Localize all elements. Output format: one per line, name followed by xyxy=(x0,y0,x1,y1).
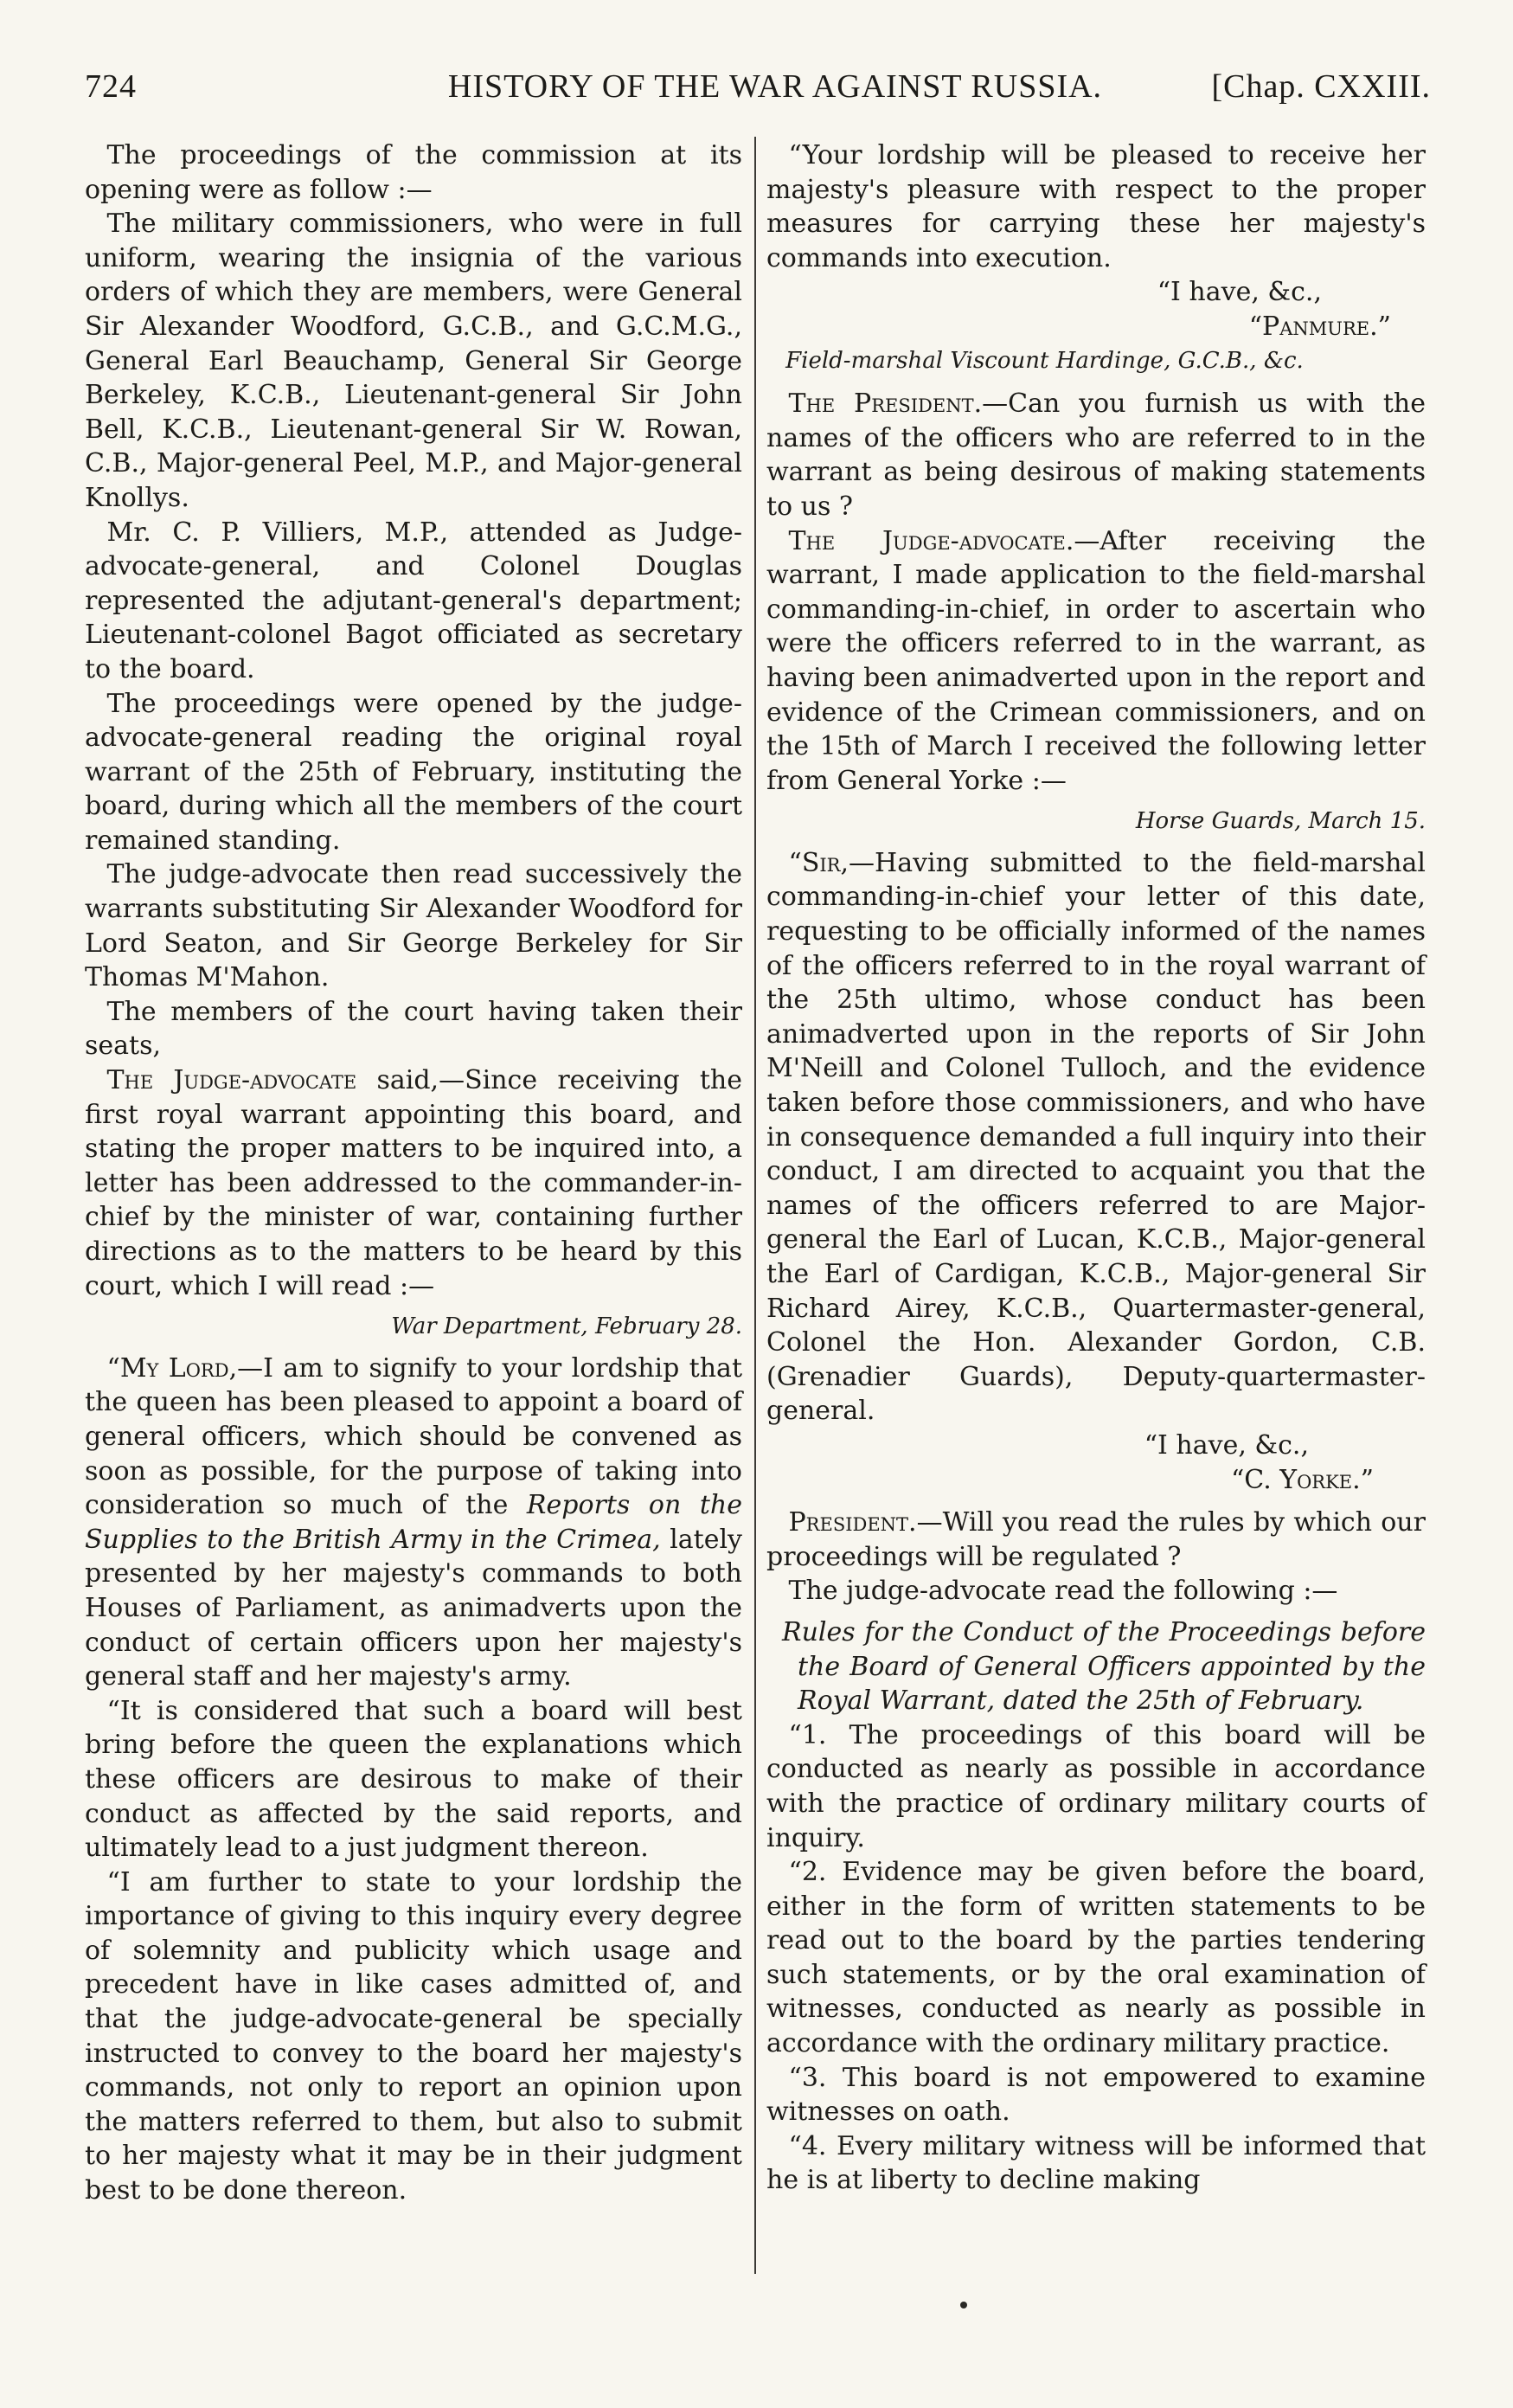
report-title: Reports on the Supplies to the British Army in the Crimea, xyxy=(85,1490,742,1555)
speech-text: —Can you furnish us with the names of the officers who are referred to in the warrant as being desirous of making statements to us ? xyxy=(766,388,1426,522)
rule-item: “4. Every military witness will be informed that he is at liberty to decline making xyxy=(766,2130,1426,2196)
letter-addressee: Field-marshal Viscount Hardinge, G.C.B., &c. xyxy=(785,347,1304,374)
paragraph: The judge-advocate read the following :— xyxy=(788,1576,1338,1607)
letter-dateline: War Department, February 28. xyxy=(391,1313,742,1340)
letter-paragraph: “I am further to state to your lordship the importance of giving to this inquiry every degree of solemnity and publicity which usage and precedent have in like cases admitted of, and that the judge-advocate-general be specially instructed to convey to the board her majesty's commands, not only to report an opinion upon the matters referred to them, but also to submit to her majesty what it may be in their judgment best to be done thereon. xyxy=(85,1866,742,2206)
letter-paragraph: “Your lordship will be pleased to receive her majesty's pleasure with respect to the proper measures for carrying these her majesty's commands into execution. xyxy=(766,140,1426,273)
chapter-label: [Chap. CXXIII. xyxy=(1211,68,1431,105)
speech-text: —After receiving the warrant, I made application to the field-marshal commanding-in-chief, in order to ascertain who were the officers referred to in the warrant, as having been animadverted upon in the report and evidence of the Crimean commissioners, and on the 15th of March I received the following letter from General Yorke :— xyxy=(766,525,1426,796)
speaker-name: The Judge-advocate. xyxy=(788,525,1074,556)
page-number: 724 xyxy=(85,68,137,105)
letter-closing: “I have, &c., xyxy=(1157,277,1322,308)
print-mark xyxy=(960,2302,967,2308)
speaker-name: The Judge-advocate xyxy=(106,1065,357,1096)
letter-dateline: Horse Guards, March 15. xyxy=(1135,808,1426,835)
letter-text: —Having submitted to the field-marshal commanding-in-chief your letter of this date, requesting to be officially informed of the names of the officers referred to in the royal warrant of the 25th ultimo, whose conduct has been animadverted upon in the reports of Sir John M'Neill and Colonel Tulloch, and the evidence taken before those commissioners, and who have in consequence demanded a full inquiry into their conduct, I am directed to acquaint you that the names of the officers referred to are Major-general the Earl of Lucan, K.C.B., Major-general the Earl of Cardigan, K.C.B., Major-general Sir Richard Airey, K.C.B., Quartermaster-general, Colonel the Hon. Alexander Gordon, C.B. (Grenadier Guards), Deputy-quartermaster-general. xyxy=(766,847,1426,1427)
paragraph: The judge-advocate then read successively the warrants substituting Sir Alexander Woodford for Lord Seaton, and Sir George Berkeley for Sir Thomas M'Mahon. xyxy=(85,859,742,993)
paragraph xyxy=(85,1063,742,1303)
paragraph: The proceedings were opened by the judge-advocate-general reading the original royal warrant of the 25th of February, instituting the board, during which all the members of the court remained standing. xyxy=(85,688,742,856)
rule-item: “1. The proceedings of this board will be conducted as nearly as possible in accordance with the practice of ordinary military courts of inquiry. xyxy=(766,1719,1426,1853)
paragraph xyxy=(766,1506,1426,1574)
paragraph xyxy=(766,387,1426,523)
letter-paragraph xyxy=(766,846,1426,1429)
speaker-name: The President. xyxy=(788,388,983,420)
rule-item: “2. Evidence may be given before the board, either in the form of written statements to be read out to the board by the parties tendering such statements, or by the oral examination of witnesses, conducted as nearly as possible in accordance with the ordinary military practice. xyxy=(766,1857,1426,2059)
paragraph xyxy=(766,524,1426,799)
speaker-name: President. xyxy=(788,1507,917,1538)
letter-paragraph xyxy=(85,1352,742,1694)
rule-item: “3. This board is not empowered to examine witnesses on oath. xyxy=(766,2062,1426,2128)
letter-closing: “I have, &c., xyxy=(1144,1429,1309,1461)
left-column xyxy=(85,138,742,2208)
speech-text: said,—Since receiving the first royal warrant appointing this board, and stating the proper matters to be inquired into, a letter has been addressed to the commander-in-chief by the minister of war, containing further directions as to the matters to be heard by this court, which I will read :— xyxy=(85,1065,742,1301)
letter-text: —I am to signify to your lordship that the queen has been pleased to appoint a board of general officers, which should be convened as soon as possible, for the purpose of taking into consideration so much of the xyxy=(85,1352,743,1521)
right-column xyxy=(766,138,1426,2198)
paragraph: The military commissioners, who were in full uniform, wearing the insignia of the various orders of which they are members, were General Sir Alexander Woodford, G.C.B., and G.C.M.G., General Earl Beauchamp, General Sir George Berkeley, K.C.B., Lieutenant-general Sir John Bell, K.C.B., Lieutenant-general Sir W. Rowan, C.B., Major-general Peel, M.P., and Major-general Knollys. xyxy=(85,209,742,513)
paragraph: The proceedings of the commission at its opening were as follow :— xyxy=(85,140,742,205)
letter-signature: “Panmure.” xyxy=(1248,311,1391,342)
speech-text: —Will you read the rules by which our proceedings will be regulated ? xyxy=(766,1507,1426,1572)
paragraph: Mr. C. P. Villiers, M.P., attended as Judge-advocate-general, and Colonel Douglas represented the adjutant-general's department; Lieutenant-colonel Bagot officiated as secretary to the board. xyxy=(85,517,742,684)
running-header xyxy=(85,67,1431,119)
paragraph: The members of the court having taken their seats, xyxy=(85,996,742,1062)
letter-salutation: “My Lord, xyxy=(106,1352,238,1384)
letter-paragraph: “It is considered that such a board will best bring before the queen the explanations which these officers are desirous to make of their conduct as affected by the said reports, and ultimately lead to a just judgment thereon. xyxy=(85,1695,742,1864)
letter-salutation: “Sir, xyxy=(788,847,849,878)
rules-heading: Rules for the Conduct of the Proceedings before the Board of General Officers appointed by the Royal Warrant, dated the 25th of February. xyxy=(782,1616,1426,1717)
column-divider xyxy=(754,137,756,2274)
page-title: HISTORY OF THE WAR AGAINST RUSSIA. xyxy=(447,68,1103,105)
letter-signature: “C. Yorke.” xyxy=(1230,1464,1374,1495)
letter-text: lately presented by her majesty's commands to both Houses of Parliament, as animadverts upon the conduct of certain officers upon her majesty's general staff and her majesty's army. xyxy=(85,1524,743,1692)
